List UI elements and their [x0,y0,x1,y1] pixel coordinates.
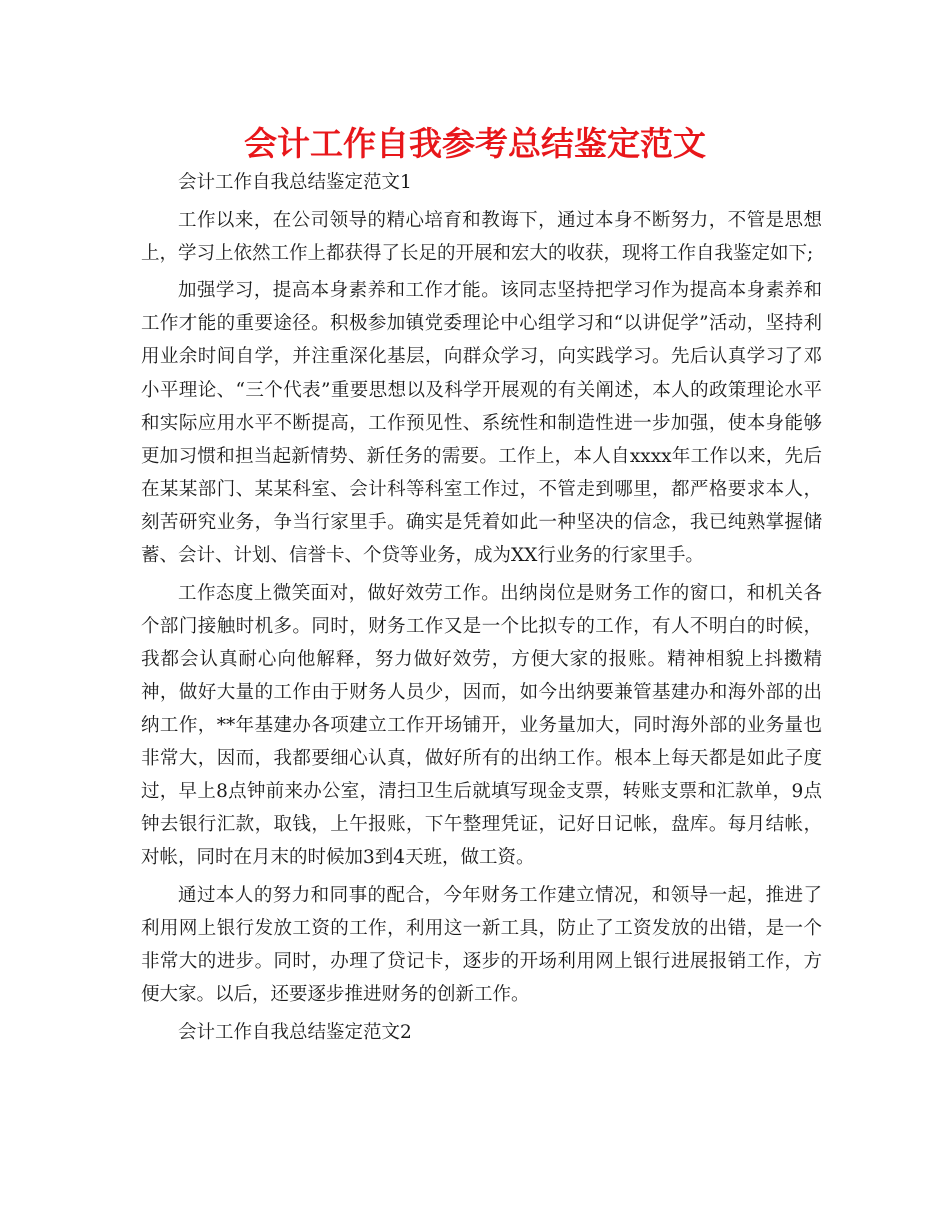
paragraph-attitude: 工作态度上微笑面对，做好效劳工作。出纳岗位是财务工作的窗口，和机关各个部门接触时机多。同时，财务工作又是一个比拟专的工作，有人不明白的时候，我都会认真耐心向他解释，努力做好效劳，方便大家的报账。精神相貌上抖擞精神，做好大量的工作由于财务人员少，因而，如今出纳要兼管基建办和海外部的出纳工作，**年基建办各项建立工作开场铺开，业务量加大，同时海外部的业务量也非常大，因而，我都要细心认真，做好所有的出纳工作。根本上每天都是如此子度过，早上8点钟前来办公室，清扫卫生后就填写现金支票，转账支票和汇款单，9点钟去银行汇款，取钱，上午报账，下午整理凭证，记好日记帐，盘库。每月结帐，对帐，同时在月末的时候加3到4天班，做工资。 [141,582,822,869]
section-heading-1: 会计工作自我总结鉴定范文1 [178,172,412,193]
paragraph-progress: 通过本人的努力和同事的配合，今年财务工作建立情况，和领导一起，推进了利用网上银行发放工资的工作，利用这一新工具，防止了工资发放的出错，是一个非常大的进步。同时，办理了贷记卡，逐步的开场利用网上银行进展报销工作，方便大家。以后，还要逐步推进财务的创新工作。 [141,884,822,1006]
document-title: 会计工作自我参考总结鉴定范文 [244,124,706,163]
paragraph-study: 加强学习，提高本身素养和工作才能。该同志坚持把学习作为提高本身素养和工作才能的重要途径。积极参加镇党委理论中心组学习和“以讲促学”活动，坚持利用业余时间自学，并注重深化基层，向群众学习，向实践学习。先后认真学习了邓小平理论、“三个代表”重要思想以及科学开展观的有关阐述，本人的政策理论水平和实际应用水平不断提高，工作预见性、系统性和制造性进一步加强，使本身能够更加习惯和担当起新情势、新任务的需要。工作上，本人自xxxx年工作以来，先后在某某部门、某某科室、会计科等科室工作过，不管走到哪里，都严格要求本人，刻苦研究业务，争当行家里手。确实是凭着如此一种坚决的信念，我已纯熟掌握储蓄、会计、计划、信誉卡、个贷等业务，成为XX行业务的行家里手。 [141,280,822,567]
section-heading-2: 会计工作自我总结鉴定范文2 [178,1021,412,1043]
paragraph-intro: 工作以来，在公司领导的精心培育和教诲下，通过本身不断努力，不管是思想上，学习上依然工作上都获得了长足的开展和宏大的收获，现将工作自我鉴定如下; [141,209,822,264]
document-body [141,166,822,1053]
